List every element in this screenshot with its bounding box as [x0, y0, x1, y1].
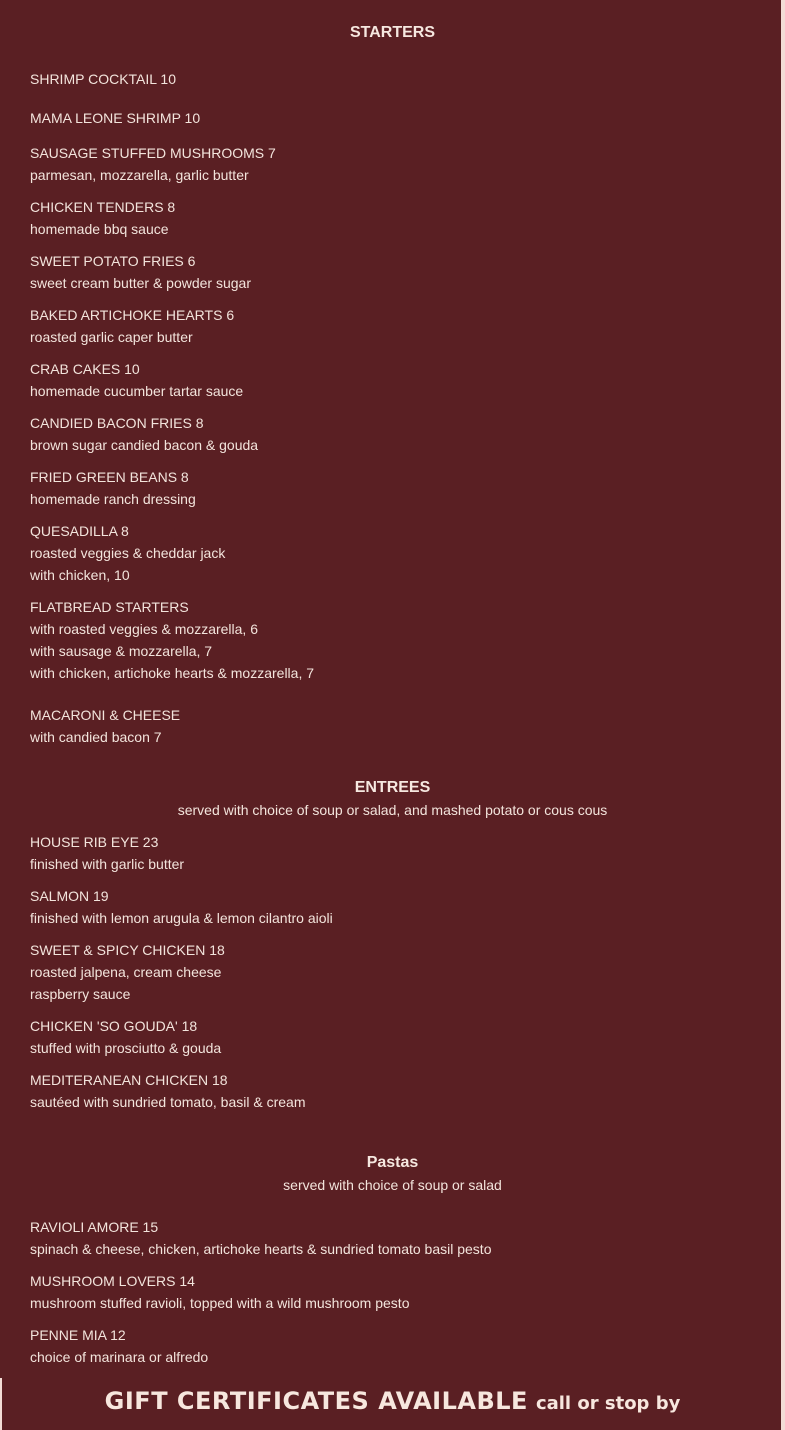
item-description: sweet cream butter & powder sugar: [30, 275, 251, 291]
item-description: spinach & cheese, chicken, artichoke hearts & sundried tomato basil pesto: [30, 1241, 492, 1257]
starter-item-crab-cakes: [30, 358, 750, 402]
item-name: FLATBREAD STARTERS: [30, 599, 189, 615]
item-description: homemade ranch dressing: [30, 491, 196, 507]
item-description: stuffed with prosciutto & gouda: [30, 1040, 222, 1056]
starter-item-candied-bacon-fries: [30, 412, 750, 456]
item-name: CANDIED BACON FRIES 8: [30, 415, 204, 431]
item-name: SWEET & SPICY CHICKEN 18: [30, 942, 225, 958]
starter-item-baked-artichoke-hearts: [30, 304, 750, 348]
item-description: homemade bbq sauce: [30, 221, 169, 237]
item-description: brown sugar candied bacon & gouda: [30, 437, 259, 453]
item-description: finished with garlic butter: [30, 856, 185, 872]
item-name: CHICKEN TENDERS 8: [30, 199, 176, 215]
item-description: raspberry sauce: [30, 986, 131, 1002]
item-name: MEDITERANEAN CHICKEN 18: [30, 1072, 228, 1088]
call-or-stop-by-text: call or stop by: [535, 1393, 681, 1414]
item-name: MACARONI & CHEESE: [30, 707, 181, 723]
pasta-item-penne-mia: [30, 1324, 750, 1368]
item-description: choice of marinara or alfredo: [30, 1349, 209, 1365]
starter-item-shrimp-cocktail: [30, 68, 750, 90]
item-description: with chicken, artichoke hearts & mozzarella, 7: [30, 665, 315, 681]
item-name: CRAB CAKES 10: [30, 361, 140, 377]
starter-item-sausage-stuffed-mushrooms: [30, 142, 750, 186]
item-name: SHRIMP COCKTAIL 10: [30, 71, 177, 87]
item-name: PENNE MIA 12: [30, 1327, 126, 1343]
starter-item-sweet-potato-fries: [30, 250, 750, 294]
entrees-subtitle: served with choice of soup or salad, and mashed potato or cous cous: [177, 802, 608, 818]
item-description: homemade cucumber tartar sauce: [30, 383, 244, 399]
item-name: FRIED GREEN BEANS 8: [30, 469, 189, 485]
entree-item-sweet-spicy-chicken: [30, 939, 750, 1005]
entree-item-chicken-so-gouda: [30, 1015, 750, 1059]
item-name: CHICKEN 'SO GOUDA' 18: [30, 1018, 198, 1034]
entree-item-mediteranean-chicken: [30, 1069, 750, 1113]
starter-item-flatbread-starters: [30, 596, 750, 684]
starter-item-fried-green-beans: [30, 466, 750, 510]
starter-item-mama-leone-shrimp: [30, 107, 750, 129]
item-name: MAMA LEONE SHRIMP 10: [30, 110, 201, 126]
item-name: SAUSAGE STUFFED MUSHROOMS 7: [30, 145, 276, 161]
item-name: BAKED ARTICHOKE HEARTS 6: [30, 307, 235, 323]
item-name: RAVIOLI AMORE 15: [30, 1219, 159, 1235]
item-name: MUSHROOM LOVERS 14: [30, 1273, 195, 1289]
entrees-heading: ENTREES: [354, 779, 431, 796]
item-description: with chicken, 10: [30, 567, 130, 583]
item-description: with roasted veggies & mozzarella, 6: [30, 621, 258, 637]
starter-item-quesadilla: [30, 520, 750, 586]
item-description: with candied bacon 7: [30, 729, 162, 745]
item-description: roasted garlic caper butter: [30, 329, 193, 345]
starters-heading: STARTERS: [349, 24, 436, 41]
starter-item-macaroni-cheese: [30, 704, 750, 748]
item-name: QUESADILLA 8: [30, 523, 129, 539]
item-description: roasted veggies & cheddar jack: [30, 545, 226, 561]
item-description: sautéed with sundried tomato, basil & cream: [30, 1094, 306, 1110]
starter-item-chicken-tenders: [30, 196, 750, 240]
item-description: parmesan, mozzarella, garlic butter: [30, 167, 249, 183]
item-name: HOUSE RIB EYE 23: [30, 834, 159, 850]
gift-certificates-text: GIFT CERTIFICATES AVAILABLE: [104, 1387, 528, 1415]
item-description: with sausage & mozzarella, 7: [30, 643, 213, 659]
pasta-item-ravioli-amore: [30, 1216, 750, 1260]
gift-certificates-banner: [0, 1387, 785, 1415]
pastas-subtitle: served with choice of soup or salad: [283, 1177, 502, 1193]
entree-item-house-rib-eye: [30, 831, 750, 875]
pastas-heading: Pastas: [366, 1154, 419, 1171]
item-description: roasted jalpena, cream cheese: [30, 964, 222, 980]
item-name: SALMON 19: [30, 888, 109, 904]
item-description: finished with lemon arugula & lemon cilantro aioli: [30, 910, 333, 926]
pasta-item-mushroom-lovers: [30, 1270, 750, 1314]
item-name: SWEET POTATO FRIES 6: [30, 253, 196, 269]
item-description: mushroom stuffed ravioli, topped with a wild mushroom pesto: [30, 1295, 410, 1311]
entree-item-salmon: [30, 885, 750, 929]
